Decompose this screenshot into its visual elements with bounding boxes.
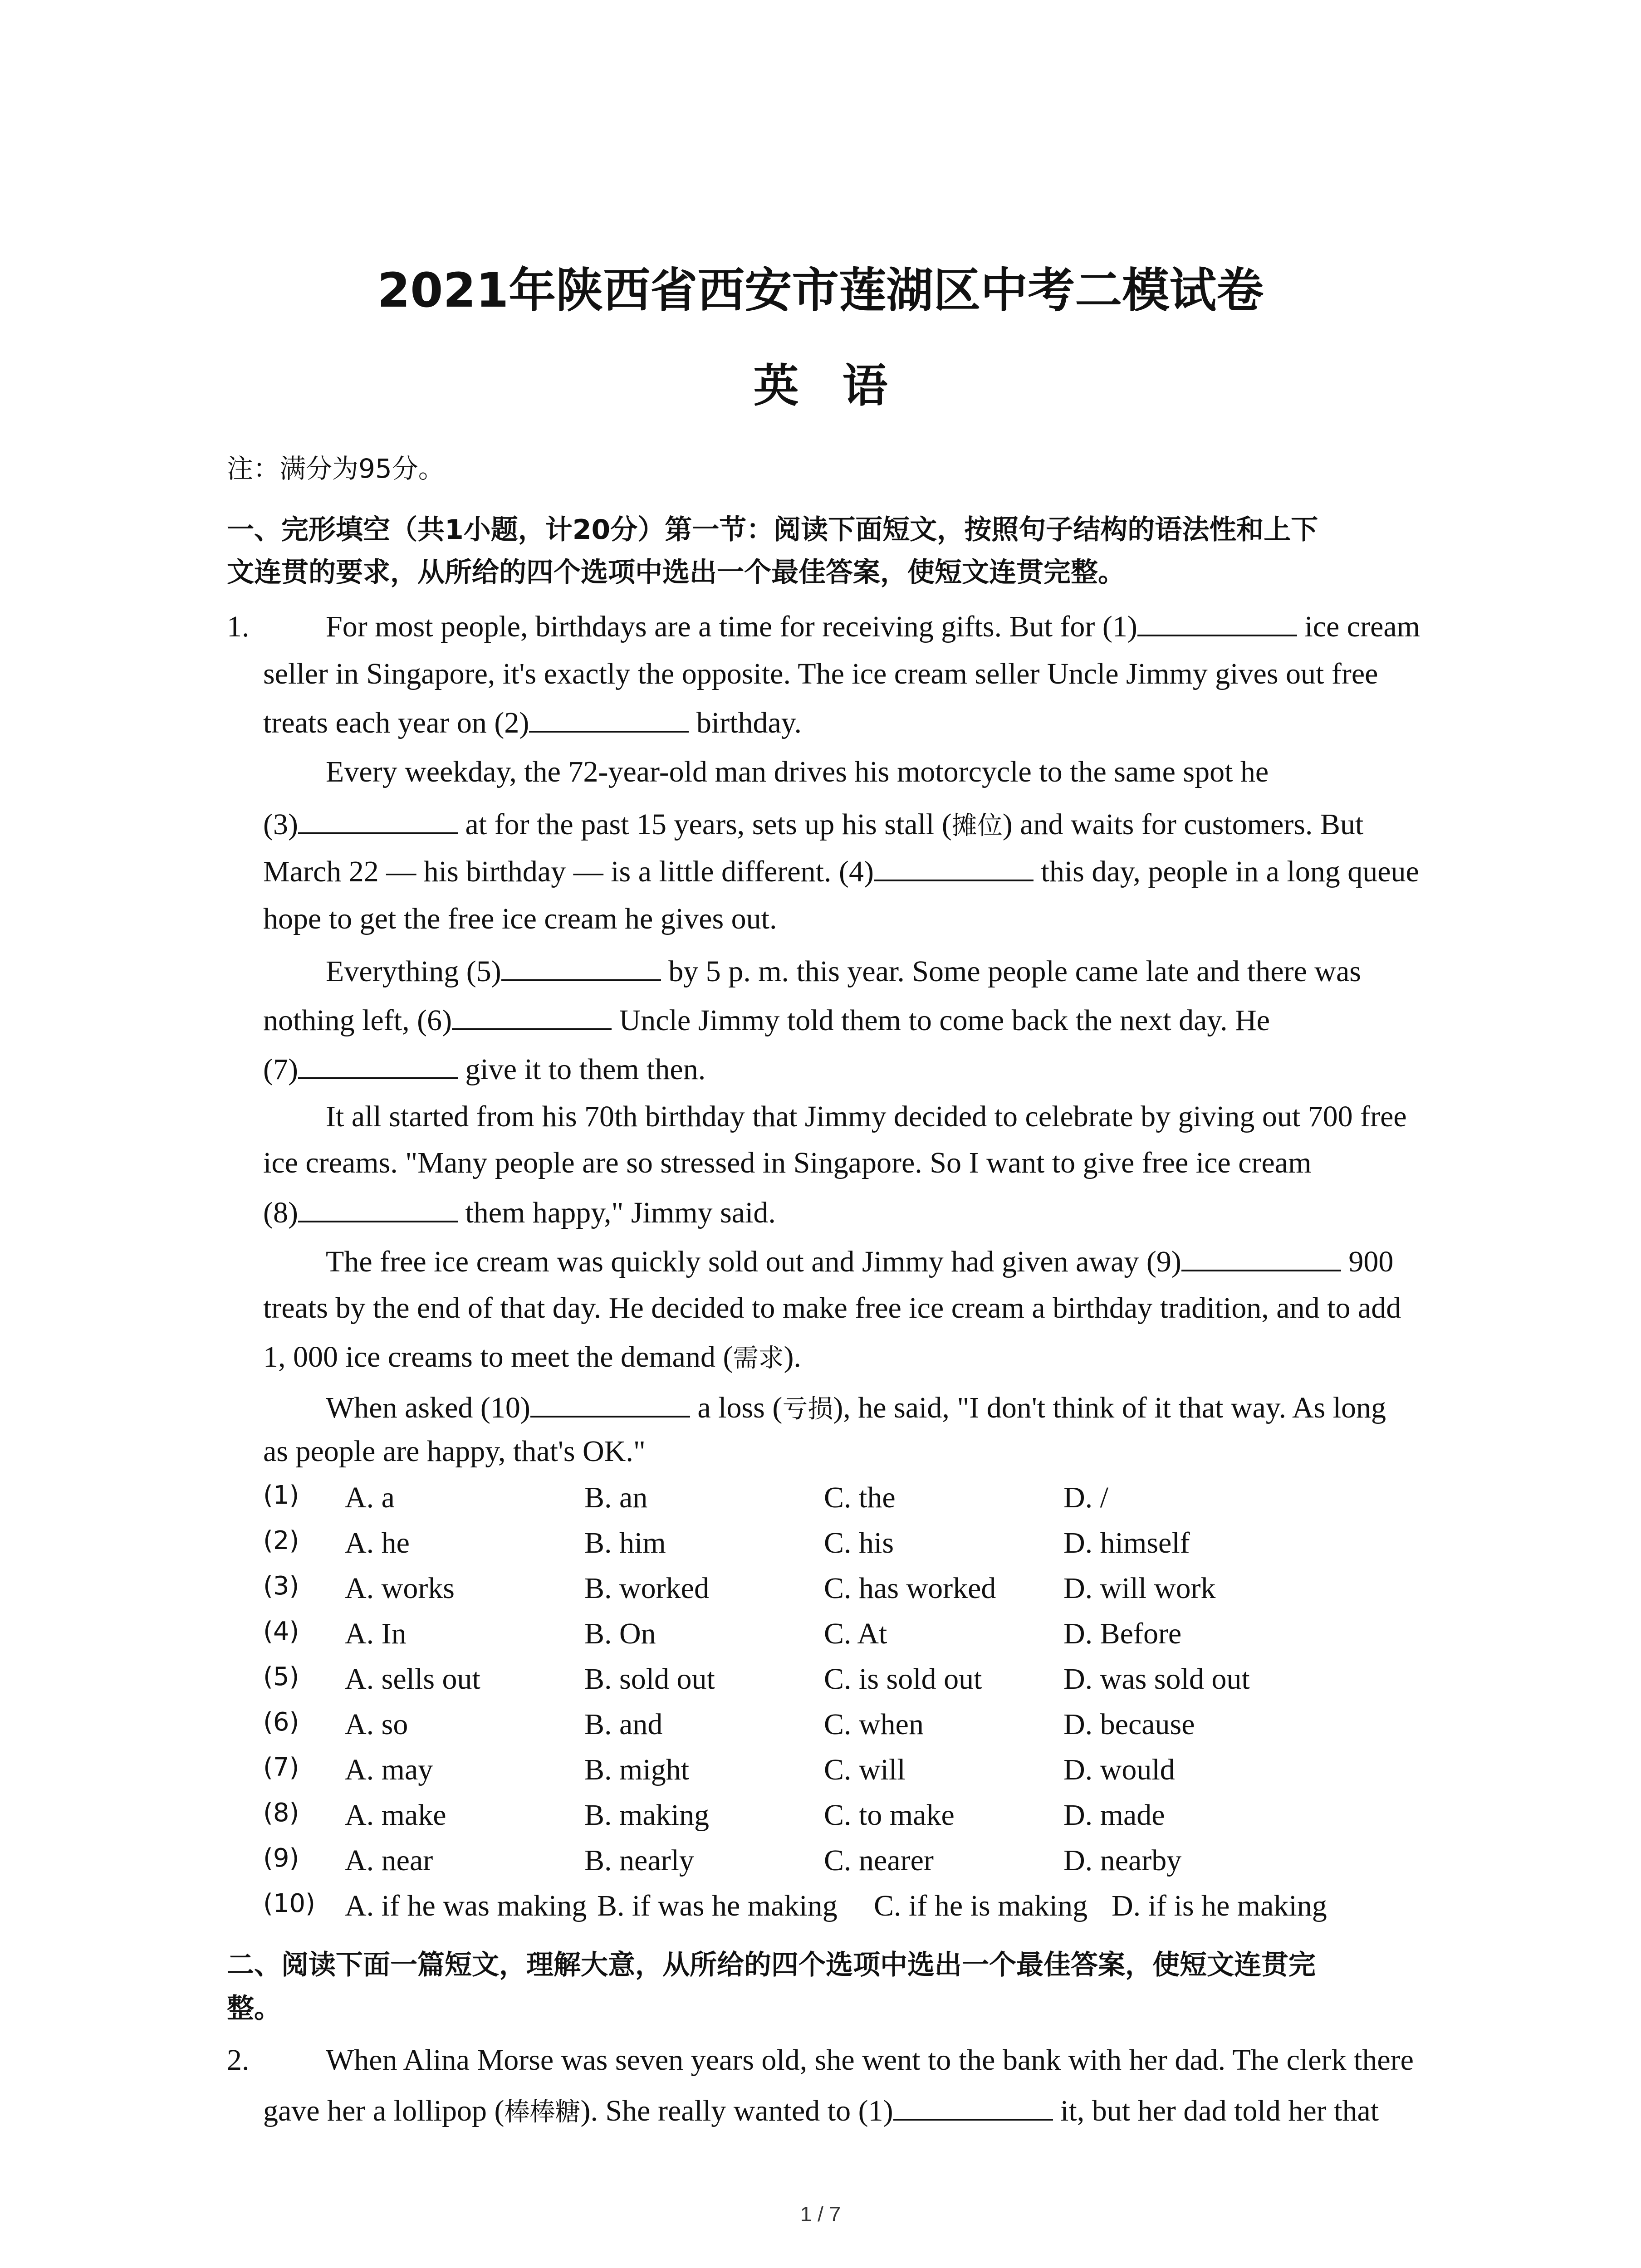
blank-6[interactable]: [452, 1005, 612, 1030]
passage-line: (7) give it to them then.: [263, 1053, 706, 1086]
blank-7[interactable]: [298, 1054, 458, 1079]
score-note: 注：满分为95分。: [227, 453, 445, 484]
section2-heading-line1: 二、阅读下面一篇短文，理解大意，从所给的四个选项中选出一个最佳答案，使短文连贯完: [227, 1949, 1316, 1981]
option-b[interactable]: B. sold out: [584, 1662, 715, 1696]
option-c[interactable]: C. has worked: [824, 1572, 996, 1605]
question-2-number: 2.: [227, 2043, 250, 2077]
page-number: 1 / 7: [800, 2202, 841, 2226]
passage-line: as people are happy, that's OK.": [263, 1435, 646, 1468]
passage-line: (8) them happy," Jimmy said.: [263, 1196, 776, 1229]
passage-line: When asked (10) a loss (亏损), he said, "I don't think of it that way. As long: [326, 1391, 1386, 1424]
option-a[interactable]: A. works: [345, 1572, 455, 1605]
option-a[interactable]: A. sells out: [345, 1662, 480, 1696]
option-a[interactable]: A. a: [345, 1481, 395, 1514]
section2-heading-line2: 整。: [227, 1993, 281, 2024]
section1-heading-line1: 一、完形填空（共1小题，计20分）第一节：阅读下面短文，按照句子结构的语法性和上下: [227, 514, 1318, 546]
option-d[interactable]: D. himself: [1063, 1526, 1190, 1559]
option-b[interactable]: B. worked: [584, 1572, 709, 1605]
option-c[interactable]: C. when: [824, 1708, 924, 1741]
blank-4[interactable]: [874, 856, 1034, 881]
section1-heading-line2: 文连贯的要求，从所给的四个选项中选出一个最佳答案，使短文连贯完整。: [227, 557, 1125, 588]
option-c[interactable]: C. At: [824, 1617, 887, 1650]
blank-8[interactable]: [298, 1197, 458, 1222]
passage-line: treats each year on (2) birthday.: [263, 706, 802, 739]
option-c[interactable]: C. will: [824, 1753, 906, 1786]
passage-line: treats by the end of that day. He decided to make free ice cream a birthday tradition, and to add: [263, 1291, 1401, 1325]
option-c[interactable]: C. if he is making: [874, 1889, 1088, 1922]
passage-line: Every weekday, the 72-year-old man drives his motorcycle to the same spot he: [326, 755, 1269, 788]
option-d[interactable]: D. made: [1063, 1799, 1165, 1832]
blank-5[interactable]: [501, 956, 661, 981]
option-a[interactable]: A. if he was making: [345, 1889, 587, 1922]
option-a[interactable]: A. so: [345, 1708, 408, 1741]
option-c[interactable]: C. the: [824, 1481, 896, 1514]
blank-2[interactable]: [529, 707, 689, 733]
option-d[interactable]: D. nearby: [1063, 1844, 1182, 1877]
option-b[interactable]: B. On: [584, 1617, 656, 1650]
option-d[interactable]: D. was sold out: [1063, 1662, 1250, 1696]
option-b[interactable]: B. making: [584, 1799, 709, 1832]
question-1-number: 1.: [227, 610, 250, 643]
blank-9[interactable]: [1181, 1246, 1341, 1271]
option-d[interactable]: D. /: [1063, 1481, 1108, 1514]
passage-line: ice creams. "Many people are so stressed in Singapore. So I want to give free ice cream: [263, 1146, 1312, 1179]
option-a[interactable]: A. may: [345, 1753, 433, 1786]
option-c[interactable]: C. nearer: [824, 1844, 934, 1877]
passage-line: hope to get the free ice cream he gives out.: [263, 902, 777, 935]
option-b[interactable]: B. and: [584, 1708, 663, 1741]
option-d[interactable]: D. because: [1063, 1708, 1195, 1741]
passage-line: March 22 — his birthday — is a little different. (4) this day, people in a long queue: [263, 855, 1419, 888]
passage-line: The free ice cream was quickly sold out and Jimmy had given away (9) 900: [326, 1245, 1394, 1278]
option-d[interactable]: D. Before: [1063, 1617, 1182, 1650]
option-d[interactable]: D. will work: [1063, 1572, 1216, 1605]
option-b[interactable]: B. him: [584, 1526, 666, 1559]
passage-line: Everything (5) by 5 p. m. this year. Some people came late and there was: [326, 955, 1361, 988]
option-c[interactable]: C. his: [824, 1526, 894, 1559]
option-c[interactable]: C. to make: [824, 1799, 955, 1832]
passage-line: 1, 000 ice creams to meet the demand (需求).: [263, 1340, 801, 1374]
blank-3[interactable]: [298, 809, 458, 834]
option-d[interactable]: D. would: [1063, 1753, 1175, 1786]
passage-line: (3) at for the past 15 years, sets up his stall (摊位) and waits for customers. But: [263, 808, 1364, 841]
option-b[interactable]: B. nearly: [584, 1844, 694, 1877]
option-b[interactable]: B. an: [584, 1481, 648, 1514]
option-b[interactable]: B. might: [584, 1753, 690, 1786]
exam-subject: 英语: [753, 359, 931, 412]
exam-page: 2021年陕西省西安市莲湖区中考二模试卷 英语 注：满分为95分。 一、完形填空（共1小题，计20分）第一节：阅读下面短文，按照句子结构的语法性和上下 文连贯的要求，从所给的四个选项中选出一个最佳答案，使短文连贯完整。 1. For most people, birthdays are a time for receiving gifts. But for (1) ice cream seller in Singapore, it's exactly the opposite. The ice cream seller Uncle Jimmy gives out free treats each year on (2) birthday. Every weekday, the 72-year-old man drives his motorcycle to the same spot he (3) at for the past 15 years, sets up his stall (摊位) and waits for customers. But March 22 — his birthday — is a little different. (4) this day, people in a long queue hope to get the free ice cream he gives out. Everything (5) by 5 p. m. this year. Some people came late and there was nothing left, (6) Uncle Jimmy told them to come back the next day. He (7) give it to them then. It all started from his 70th birthday that Jimmy decided to celebrate by giving out 700 free ice creams. "Many people are so stressed in Singapore. So I want to give free ice cream (8) them happy," Jimmy said. The free ice cream was quickly sold out and Jimmy had given away (9) 900 treats by the end of that day. He decided to make free ice cream a birthday tradition, and to add 1, 000 ice creams to meet the demand (需求). When asked (10) a loss (亏损), he said, "I don't think of it that way. As long as people are happy, that's OK." (1) A. a B. an C. the D. / (2) A. he B. him C. his D. himself (3) A. works B. worked C. has worked D. will work (4) A. In B. On C. At D. Before (5) A. sells out B. sold out C. is sold out D. was sold out (6) A. so B. and C. when D. because (7) A. may B. might C. will D. would (8) A. make B. making C. to make D. made (9) A. near B. nearly C. nearer D. nearby (10) A. if he was making B. if was he making C. if he is making D. if is he making 二、阅读下面一篇短文，理解大意，从所给的四个选项中选出一个最佳答案，使短文连贯完 整。 2. When Alina Morse was seven years old, she went to the bank with her dad. The clerk there gave her a lollipop (棒棒糖). She really wanted to (1) it, but her dad told her that 1 / 7: [0, 0, 1641, 2268]
passage-line: It all started from his 70th birthday that Jimmy decided to celebrate by giving out 700 free: [326, 1100, 1407, 1133]
blank-1[interactable]: [1137, 611, 1297, 636]
option-a[interactable]: A. make: [345, 1799, 446, 1832]
passage-line: For most people, birthdays are a time for receiving gifts. But for (1) ice cream: [326, 610, 1420, 643]
exam-title: 2021年陕西省西安市莲湖区中考二模试卷: [377, 263, 1264, 318]
option-a[interactable]: A. near: [345, 1844, 433, 1877]
passage-line: When Alina Morse was seven years old, she went to the bank with her dad. The clerk there: [326, 2043, 1414, 2077]
option-d[interactable]: D. if is he making: [1112, 1889, 1327, 1922]
option-c[interactable]: C. is sold out: [824, 1662, 982, 1696]
option-b[interactable]: B. if was he making: [597, 1889, 838, 1922]
blank-10[interactable]: [530, 1392, 690, 1418]
q2-blank-1[interactable]: [893, 2095, 1053, 2121]
passage-line: nothing left, (6) Uncle Jimmy told them to come back the next day. He: [263, 1004, 1270, 1037]
passage-line: gave her a lollipop (棒棒糖). She really wanted to (1) it, but her dad told her that: [263, 2094, 1379, 2127]
passage-line: seller in Singapore, it's exactly the opposite. The ice cream seller Uncle Jimmy gives out free: [263, 657, 1378, 690]
option-a[interactable]: A. In: [345, 1617, 407, 1650]
option-a[interactable]: A. he: [345, 1526, 410, 1559]
